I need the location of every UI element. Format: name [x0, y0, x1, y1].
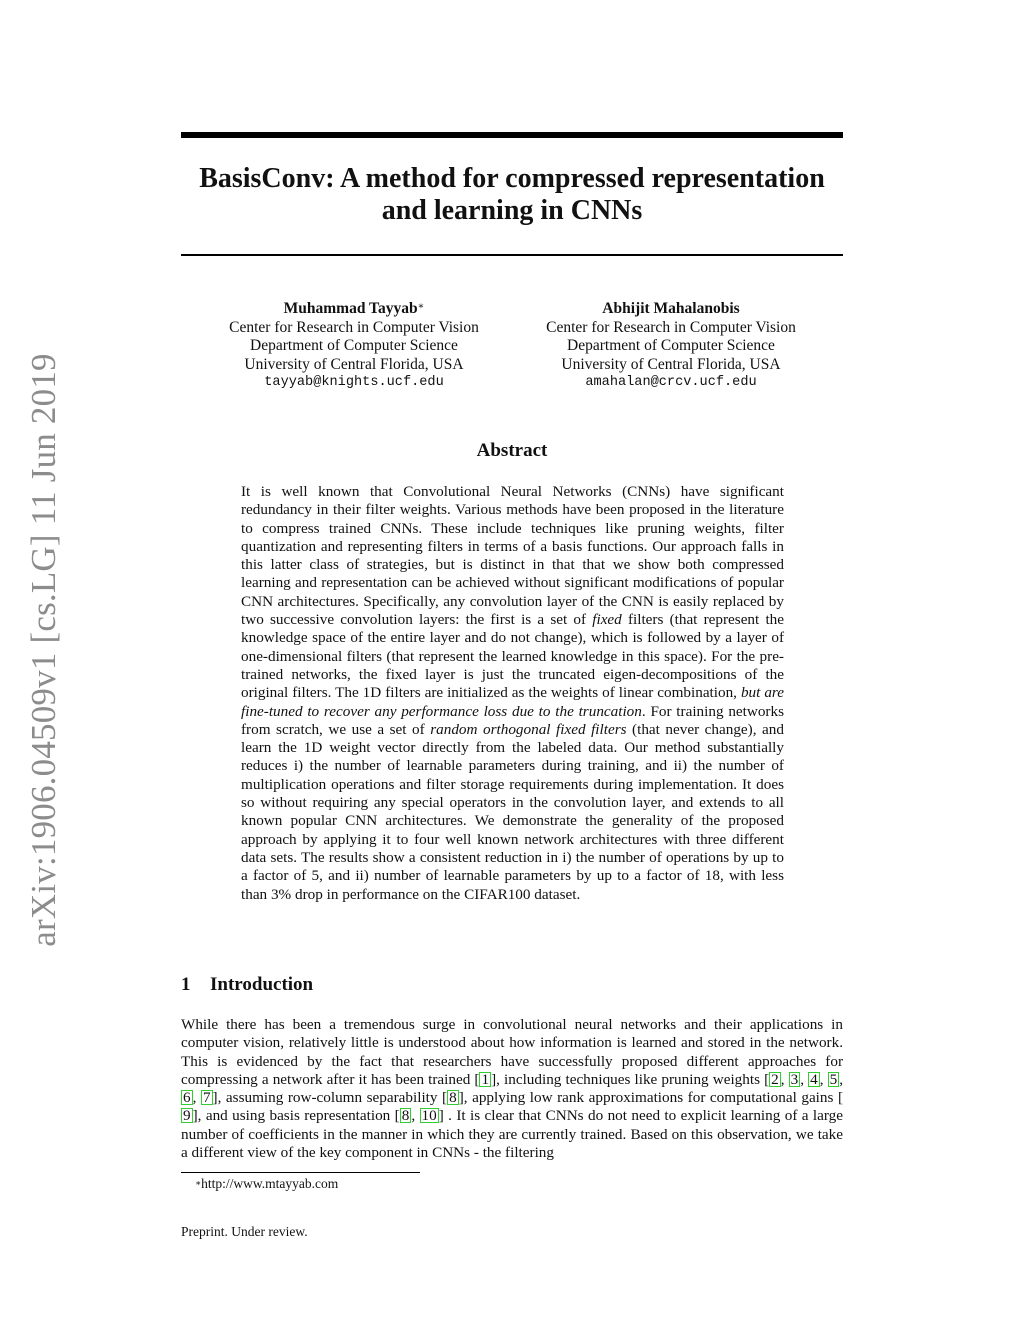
author-affiliation: Center for Research in Computer Vision	[546, 318, 796, 336]
emphasis-fixed: fixed	[592, 611, 622, 629]
title-line-2: and learning in CNNs	[381, 195, 643, 226]
section-heading-introduction	[181, 974, 313, 996]
title-line-1: BasisConv: A method for compressed representation	[199, 163, 825, 194]
author-department: Department of Computer Science	[567, 337, 775, 355]
footnote-rule	[181, 1172, 420, 1173]
citation-link[interactable]: 7	[202, 1089, 211, 1107]
footnote-mark: ∗	[195, 1178, 202, 1188]
footnote-link[interactable]: http://www.mtayyab.com	[201, 1176, 339, 1191]
footnote-mark: ∗	[417, 301, 425, 312]
section-number: 1	[181, 974, 191, 995]
citation-link[interactable]: 4	[810, 1070, 818, 1088]
emphasis-fine-tuned: but are fine-tuned to recover any performance loss due to the truncation	[241, 684, 785, 720]
citation-link[interactable]: 6	[183, 1089, 191, 1107]
author-name: Muhammad Tayyab∗	[283, 300, 425, 317]
paper-title	[181, 163, 843, 227]
section-title: Introduction	[210, 974, 314, 995]
citation-link[interactable]: 2	[771, 1070, 779, 1088]
citation-link[interactable]: 5	[829, 1070, 838, 1088]
author-university: University of Central Florida, USA	[561, 355, 781, 373]
author-email[interactable]: amahalan@crcv.ucf.edu	[585, 375, 757, 391]
preprint-notice: Preprint. Under review.	[181, 1224, 308, 1239]
abstract-text: It is well known that Convolutional Neural Networks (CNNs) have significant redundancy in their filter weights. Various methods have been proposed in the literature to compress trained CNNs. These include techniques like pruning weights, filter quantization and representing filters in terms of a basis functions. Our approach falls in this latter class of strategies, but is distinct in that that we show both compressed learning and representation can be achieved without significant modifications of popular CNN architectures. Specifically, any convolution layer of the CNN is easily replaced by two successive convolution layers: the first is a set of fixed filters (that represent the knowledge space of the entire layer and do not change), which is followed by a layer of one-dimensional filters (that represent the learned knowledge in this space). For the pre-trained networks, the fixed layer is just the truncated eigen-decompositions of the original filters. The 1D filters are initialized as the weights of linear combination, but are fine-tuned to recover any performance loss due to the truncation. For training networks from scratch, we use a set of random orthogonal fixed filters (that never change), and learn the 1D weight vector directly from the labeled data. Our method substantially reduces i) the number of learnable parameters during training, and ii) the number of multiplication operations and filter storage requirements during implementation. It does so without requiring any special operators in the convolution layer, and extends to all known popular CNN architectures. We demonstrate the generality of the proposed approach by applying it to four well known network architectures with three different data sets. The results show a consistent reduction in i) the number of operations by up to a factor of 5, and ii) number of learnable parameters by up to a factor of 18, with less than 3% drop in performance on the CIFAR100 dataset.	[241, 483, 785, 903]
citation-link[interactable]: 8	[401, 1107, 410, 1125]
citation-link[interactable]: 9	[183, 1107, 191, 1125]
author-name: Abhijit Mahalanobis	[602, 300, 740, 317]
author-block-2	[501, 300, 841, 393]
citation-link[interactable]: 3	[790, 1070, 799, 1088]
citation-link[interactable]: 10	[421, 1107, 437, 1125]
arxiv-identifier: arXiv:1906.04509v1 [cs.LG] 11 Jun 2019	[24, 353, 63, 947]
introduction-text: While there has been a tremendous surge in convolutional neural networks and their applications in computer vision, relatively little is understood about how information is learned and stored in the network. This is evidenced by the fact that researchers have successfully proposed different approaches for compressing a network after it has been trained [ 1 ], including techniques like pruning weights [ 2 , 3 , 4 , 5 , 6 , 7 ], assuming row-column separability [ 8 ], applying low rank approximations for computational gains [9 ], and using basis representation [ 8 , 10 ] . It is clear that CNNs do not need to explicit learning of a large number of coefficients in the manner in which they are currently trained. Based on this observation, we take a different view of the key component in CNNs - the filtering	[181, 1016, 844, 1162]
author-affiliation: Center for Research in Computer Vision	[229, 318, 479, 336]
author-university: University of Central Florida, USA	[244, 355, 464, 373]
abstract-heading: Abstract	[476, 440, 548, 461]
author-department: Department of Computer Science	[250, 337, 458, 355]
footnote	[195, 1176, 338, 1192]
author-email[interactable]: tayyab@knights.ucf.edu	[264, 375, 444, 391]
citation-link[interactable]: 1	[481, 1070, 490, 1088]
emphasis-random-filters: random orthogonal fixed filters	[430, 720, 627, 738]
author-block-1	[184, 300, 524, 393]
title-top-rule	[181, 132, 843, 138]
citation-link[interactable]: 8	[449, 1089, 457, 1107]
title-bottom-rule	[181, 254, 843, 256]
